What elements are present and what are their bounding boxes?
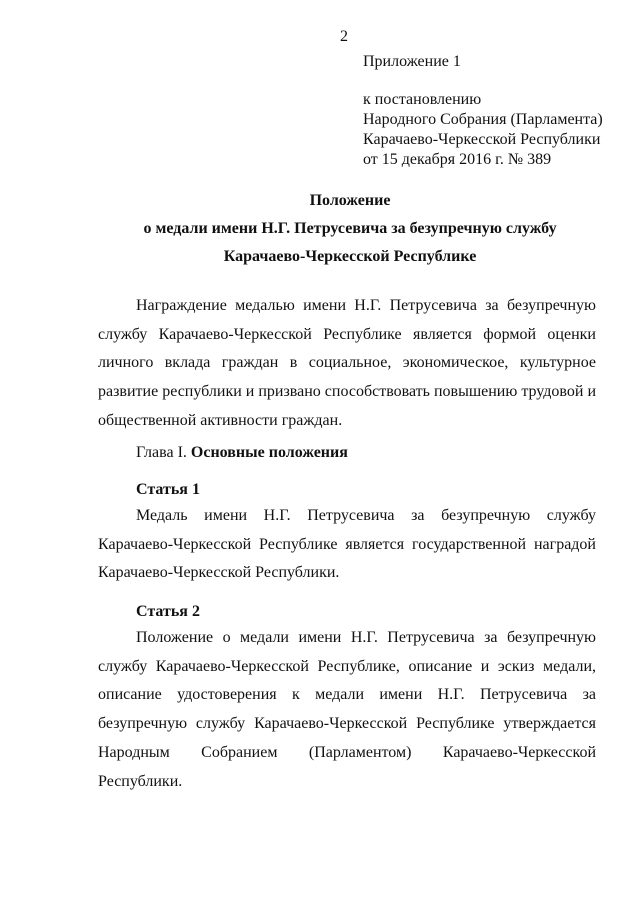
article-1-paragraph: Медаль имени Н.Г. Петрусевича за безупречную службу Карачаево-Черкесской Республике является государственной наградой Карачаево-Черкесской Республики. [98, 507, 596, 582]
appendix-line: от 15 декабря 2016 г. № 389 [363, 151, 552, 168]
page-number: 2 [340, 28, 348, 45]
article-1-heading: Статья 1 [136, 481, 200, 498]
appendix-line: Народного Собрания (Парламента) [363, 111, 603, 128]
intro-paragraph: Награждение медалью имени Н.Г. Петрусевича за безупречную службу Карачаево-Черкесской Республике является формой оценки личного вклада граждан в социальное, экономическое, культурное развитие республики и призвано способствовать повышению трудовой и общественной активности граждан. [98, 297, 596, 429]
appendix-title: Приложение 1 [363, 53, 461, 70]
appendix-line: Карачаево-Черкесской Республики [363, 131, 601, 148]
document-title-line: о медали имени Н.Г. Петрусевича за безупречную службу [143, 220, 557, 237]
document-title-line: Положение [309, 192, 391, 209]
chapter-title: Основные положения [190, 444, 348, 461]
article-2-paragraph: Положение о медали имени Н.Г. Петрусевича за безупречную службу Карачаево-Черкесской Республике, описание и эскиз медали, описание удостоверения к медали имени Н.Г. Петрусевича за безупречную службу Карачаево-Черкесской Республике утверждается Народным Собранием (Парламентом) Карачаево-Черкесской Республики. [98, 629, 596, 790]
appendix-block [363, 52, 603, 170]
article-2-section [98, 624, 596, 796]
chapter-prefix: Глава I. [136, 444, 187, 461]
document-title-line: Карачаево-Черкесской Республике [223, 248, 477, 265]
chapter-heading [136, 444, 348, 462]
document-title [80, 187, 620, 271]
article-2-heading: Статья 2 [136, 603, 200, 620]
intro-section [98, 292, 596, 436]
appendix-line: к постановлению [363, 91, 482, 108]
article-1-section [98, 502, 596, 588]
